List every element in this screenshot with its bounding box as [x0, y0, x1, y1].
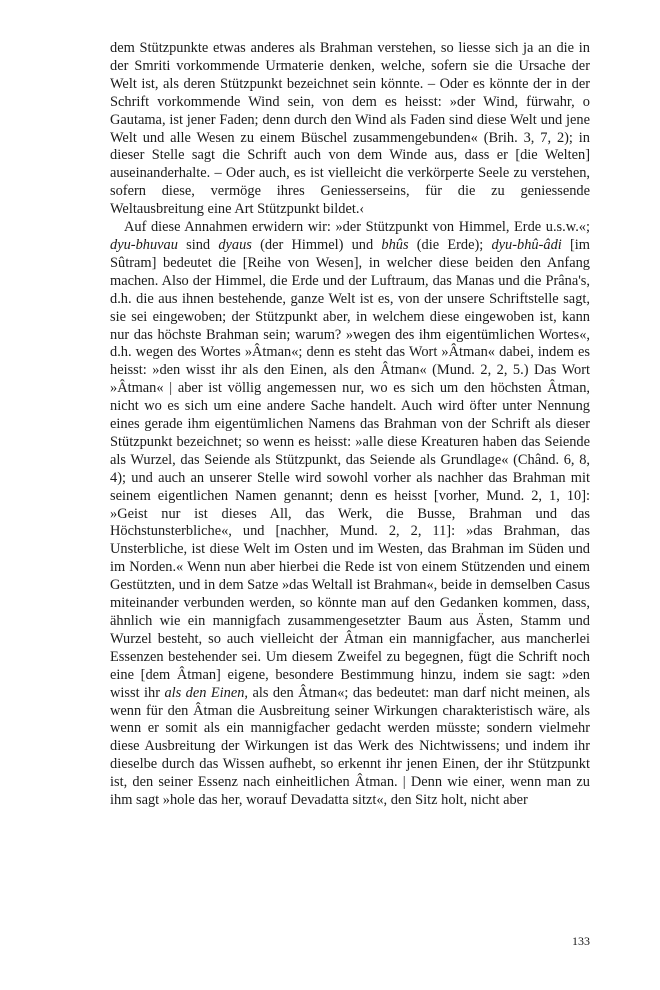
- paragraph-response: [110, 219, 590, 810]
- body-text: [110, 40, 590, 810]
- italic-phrase: als den Einen,: [164, 684, 249, 701]
- italic-term: bhûs: [381, 236, 409, 253]
- text-segment: (die Erde);: [408, 236, 492, 253]
- text-segment: als den Âtman«; das bedeutet: man darf nicht meinen, als wenn für den Âtman die Ausbreitung seiner Wirkungen charakteristisch wäre, als wenn er somit als ein mannigfacher gedacht werden müsste; sondern vielmehr diese Ausbreitung der Wirkungen ist das Werk des Nichtwissens; und indem ihr dieselbe durch das Wissen aufhebt, so erkennt ihr jenen Einen, der ihr Stützpunkt ist, den seiner Essenz nach einheitlichen Âtman. | Denn wie einer, wenn man zu ihm sagt »hole das her, worauf Devadatta sitzt«, den Sitz holt, nicht aber: [110, 684, 590, 809]
- italic-term: dyu-bhû-âdi: [491, 236, 562, 253]
- italic-term: dyaus: [218, 236, 252, 253]
- text-segment: [im Sûtram] bedeutet die [Reihe von Wesen], in welcher diese beiden den Anfang machen. Also der Himmel, die Erde und der Luftraum, das Manas und die Prâna's, d.h. die aus ihnen bestehende, ganze Welt ist es, von der unsere Schriftstelle sagt, sie sei eingewoben; der Stützpunkt aber, in welchem diese eingewoben ist, kann nur das höchste Brahman sein; warum? »wegen des ihm eigentümlichen Wortes«, d.h. wegen des Wortes »Âtman«; denn es steht das Wort »Âtman« dabei, indem es heisst: »den wisst ihr als den Einen, als den Âtman« (Mund. 2, 2, 5.) Das Wort »Âtman« | aber ist völlig angemessen nur, wo es sich um den höchsten Âtman, nicht wo es sich um eine andere Sache handelt. Auch wird öfter unter Nennung eines gerade ihm eigentümlichen Namens das Brahman von der Schrift als dieser Stützpunkt bezeichnet; so wenn es heisst: »alle diese Kreaturen haben das Seiende als Wurzel, das Seiende als Stützpunkt, das Seiende als Grundlage« (Chând. 6, 8, 4); und auch an unserer Stelle wird sowohl vorher als nachher das Brahman mit seinem eigentlichen Namen genannt; denn es heisst [vorher, Mund. 2, 1, 10]: »Geist nur ist dieses All, das Werk, die Busse, Brahman und das Höchstunsterbliche«, und [nachher, Mund. 2, 2, 11]: »das Brahman, das Unsterbliche, ist diese Welt im Osten und im Westen, das Brahman im Süden und im Norden.« Wenn nun aber hierbei die Rede ist von einem Stützenden und einem Gestützten, und in dem Satze »das Weltall ist Brahman«, beide in demselben Casus miteinander verbunden werden, so könnte man auf den Gedanken kommen, dass, ähnlich wie ein mannigfach zusammengesetzter Baum aus Ästen, Stamm und Wurzel besteht, so auch vielleicht der Âtman ein mannigfacher, aus mancherlei Essenzen bestehender sei. Um diesem Zweifel zu begegnen, fügt die Schrift noch eine [dem Âtman] eigene, besondere Bestimmung hinzu, indem sie sagt: »den wisst ihr: [110, 236, 590, 701]
- text-segment: (der Himmel) und: [251, 236, 382, 253]
- paragraph-continued: dem Stützpunkte etwas anderes als Brahman verstehen, so liesse sich ja an die in der Smriti vorkommende Urmaterie denken, welche, sofern sie die Ursache der Welt ist, als deren Stützpunkt bezeichnet sein könnte. – Oder es könnte der in der Schrift vorkommende Wind sein, von dem es heisst: »der Wind, fürwahr, o Gautama, ist jener Faden; denn durch den Wind als Faden sind diese Welt und jene Welt und alle Wesen zu einem Büschel zusammengebunden« (Brih. 3, 7, 2); in dieser Stelle sagt die Schrift auch von dem Winde aus, dass er [die Welten] auseinanderhalte. – Oder auch, es ist vielleicht die verkörperte Seele zu verstehen, sofern diese, vermöge ihres Geniesserseins, für die zu geniessende Weltausbreitung eine Art Stützpunkt bildet.‹: [110, 40, 590, 218]
- page-number: 133: [572, 934, 590, 948]
- text-segment: sind: [177, 236, 219, 253]
- text-segment: Auf diese Annahmen erwidern wir: »der Stützpunkt von Himmel, Erde u.s.w.«;: [124, 219, 590, 236]
- italic-term: dyu-bhuvau: [110, 236, 178, 253]
